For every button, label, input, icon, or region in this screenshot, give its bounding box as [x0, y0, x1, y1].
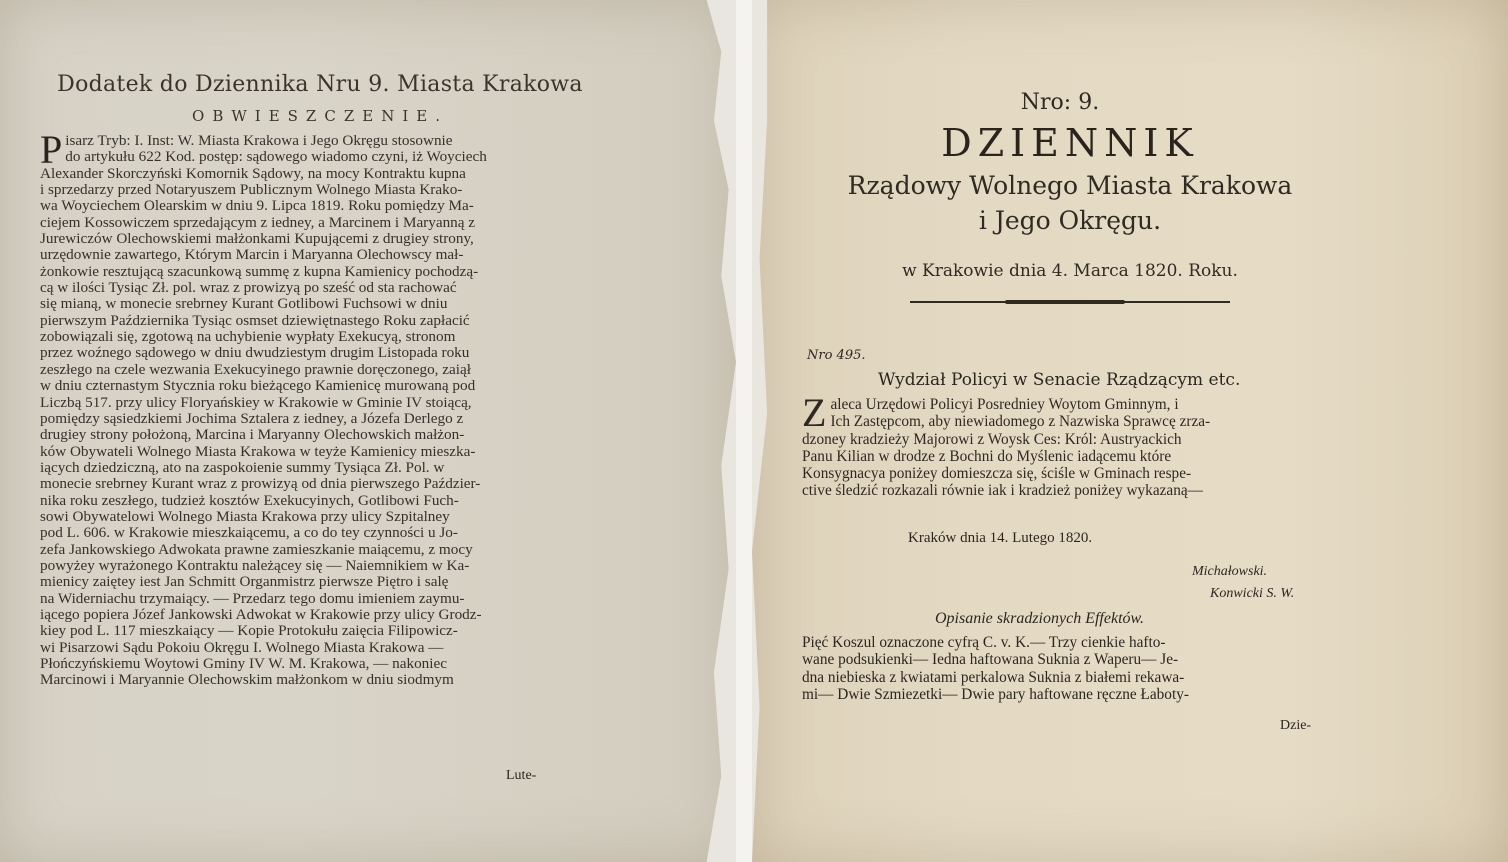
text-line: na Widerniachu trzymaiący. — Przedarz tego domu imieniem zaymu- [40, 590, 465, 607]
left-page-content [40, 72, 600, 689]
issue-number: Nro: 9. [1020, 90, 1100, 115]
text-line: powyżey wyrażonego Kontraktu należącey się — Naiemnikiem w Ka- [40, 557, 470, 574]
text-line: Marcinowi i Maryannie Olechowskim małżonkom w dniu siodmym [40, 672, 454, 689]
text-line: w dniu czternastym Stycznia roku bieżącego Kamienicę murowaną pod [40, 378, 476, 395]
text-line: przez woźnego sądowego w dniu dwudziestym drugim Listopada roku [40, 345, 470, 362]
text-line: iącego popiera Józef Jankowski Adwokat w Krakowie przy ulicy Grodz- [40, 606, 482, 623]
text-line: mi— Dwie Szmiezetki— Dwie pary haftowane ręczne Łaboty- [802, 685, 1189, 703]
text-line: żonkowie resztującą szacunkową summę z kupna Kamienicy pochodzą- [40, 263, 479, 280]
supplement-title: Dodatek do Dziennika Nru 9. Miasta Krakowa [57, 72, 583, 97]
masthead-subtitle-1: Rządowy Wolnego Miasta Krakowa [847, 171, 1293, 200]
text-line: wi Pisarzowi Sądu Pokoiu Okręgu I. Wolnego Miasta Krakowa — [40, 639, 444, 656]
issue-date: w Krakowie dnia 4. Marca 1820. Roku. [902, 261, 1238, 281]
text-line: ctive śledzić rozkazali równie iak i kradzież poniżey wykazaną— [802, 482, 1203, 500]
text-line: monecie srebrney Kurant wraz z prowizyą od dnia pierwszego Paździer- [40, 476, 481, 493]
text-line: sowi Obywatelowi Wolnego Miasta Krakowa przy ulicy Szpitalney [40, 508, 450, 525]
right-catchword: Dzie- [1280, 718, 1312, 733]
text-line: iących dziedziczną, ato na zaspokoienie summy Tysiąca Zł. Pol. w [40, 459, 445, 476]
place-date: Kraków dnia 14. Lutego 1820. [908, 530, 1093, 546]
text-line: Konsygnacya poniżey domieszcza się, ściśle w Gminach respe- [802, 465, 1192, 483]
description-heading: Opisanie skradzionych Effektów. [935, 610, 1144, 627]
text-line: nika roku zeszłego, tudzież kosztów Exekucyinych, Gotlibowi Fuch- [40, 492, 459, 509]
text-line: do artykułu 622 Kod. postęp: sądowego wiadomo czyni, iż Woyciech [65, 149, 487, 166]
text-line: Panu Kilian w drodze z Bochni do Myślenic iadącemu które [802, 447, 1172, 465]
left-catchword: Lute- [506, 768, 537, 783]
text-line: dzoney kradzieży Majorowi z Woysk Ces: Król: Austryackich [802, 430, 1182, 448]
page-gutter [736, 0, 752, 862]
masthead: DZIENNIK [941, 121, 1199, 165]
text-line: ciejem Kossowiczem sprzedającym z iedney, a Marcinem i Maryanną z [40, 214, 476, 231]
department-heading: Wydział Policyi w Senacie Rządzącym etc. [878, 370, 1241, 390]
signature-1: Michałowski. [1192, 564, 1268, 579]
text-line: zeszłego na czele wezwania Exekucyinego prawnie doręczonego, zaiął [40, 361, 471, 378]
text-line: Jurewiczów Olechowskiemi małżonkami Kupującemi z drugiey strony, [40, 231, 474, 248]
announcement-body [40, 127, 600, 689]
text-line: aleca Urzędowi Policyi Posredniey Woytom Gminnym, i [830, 396, 1179, 413]
text-line: cą w ilości Tysiąc Zł. pol. wraz z prowizyą po sześć od sta rachować [40, 280, 457, 297]
text-line: i sprzedarzy przed Notaryuszem Publicznym Wolnego Miasta Krako- [40, 182, 463, 199]
text-line: isarz Tryb: I. Inst: W. Miasta Krakowa i Jego Okręgu stosownie [65, 133, 453, 149]
masthead-subtitle-2: i Jego Okręgu. [978, 206, 1162, 235]
text-line: urzędownie zawartego, Którym Marcin i Maryanna Olechowscy mał- [40, 247, 464, 264]
ornamental-rule [910, 299, 1230, 305]
text-line: Pięć Koszul oznaczone cyfrą C. v. K.— Trzy cienkie hafto- [802, 634, 1166, 651]
text-line: się mianą, w monecie srebrney Kurant Gotlibowi Fuchsowi w dniu [40, 296, 448, 313]
dropcap-z: Z [802, 390, 827, 435]
text-line: Płończyńskiemu Woytowi Gminy IV W. M. Krakowa, — nakoniec [40, 656, 447, 672]
dropcap-p: P [40, 127, 63, 172]
text-line: wa Woyciechem Olearskim w dniu 9. Lipca 1819. Roku pomiędzy Ma- [40, 198, 474, 215]
text-line: drugiey strony położoną, Marcina i Maryanny Olechowskich małżon- [40, 427, 465, 444]
police-notice [802, 390, 1347, 500]
text-line: zobowiązali się, zgotową na uchybienie wypłaty Exekucyą, stronom [40, 329, 456, 346]
announcement-heading: OBWIESZCZENIE. [192, 107, 448, 125]
text-line: Ich Zastępcom, aby niewiadomego z Nazwiska Sprawcę zrza- [830, 413, 1211, 431]
text-line: pierwszym Października Tysiąc osmset dziewiętnastego Roku zapłacić [40, 312, 470, 329]
text-line: wane podsukienki— Iedna haftowana Suknia z Waperu— Je- [802, 651, 1179, 669]
stolen-items-description [802, 634, 1347, 703]
text-line: mienicy zaiętey iest Jan Schmitt Organmistrz pierwsze Piętro i salę [40, 574, 449, 591]
text-line: zefa Jankowskiego Adwokata prawne zamieszkanie maiącemu, z mocy [40, 541, 473, 558]
text-line: kiey pod L. 117 mieszkaiący — Kopie Protokułu zaięcia Filipowicz- [40, 623, 458, 640]
text-line: pod L. 606. w Krakowie mieszkaiącemu, a co do tey czynności u Jo- [40, 525, 458, 542]
text-line: pomiędzy sąsiedzkiemi Jochima Sztalera z iedney, a Józefa Derlego z [40, 410, 464, 427]
text-line: Liczbą 517. przy ulicy Floryańskiey w Krakowie w Gminie IV stoiącą, [40, 394, 472, 411]
text-line: Alexander Skorczyński Komornik Sądowy, na mocy Kontraktu kupna [40, 165, 466, 182]
signature-2: Konwicki S. W. [1210, 586, 1295, 601]
notice-number: Nro 495. [807, 348, 866, 363]
text-line: dna niebieska z kwiatami perkalowa Suknia z białemi rekawa- [802, 668, 1185, 686]
text-line: ków Obywateli Wolnego Miasta Krakowa w teyże Kamienicy mieszka- [40, 443, 476, 460]
right-page-content [790, 90, 1350, 733]
